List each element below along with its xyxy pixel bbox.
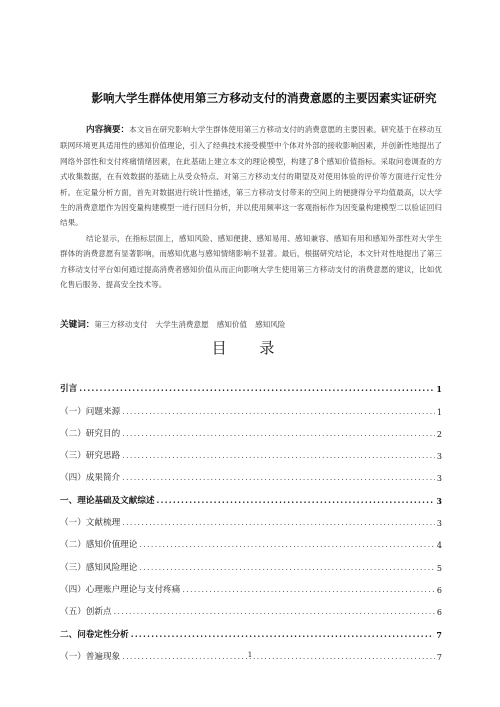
toc-entry[interactable]	[60, 506, 442, 528]
toc-entry-text: （四）心理账户理论与支付疼痛	[60, 584, 181, 595]
toc-entry-text: 一、理论基础及文献综述	[60, 495, 155, 506]
abstract-label: 内容摘要：	[86, 125, 130, 135]
toc-entry-page: 5	[436, 563, 442, 573]
abstract-paragraph-1	[60, 122, 442, 231]
toc-entry-page: 1	[436, 384, 442, 395]
toc-entry-page: 7	[436, 629, 442, 640]
toc-leader	[122, 451, 435, 460]
document-title: 影响大学生群体使用第三方移动支付的消费意愿的主要因素实证研究	[91, 91, 437, 105]
toc-entry-text: （三）研究思路	[60, 451, 121, 462]
keyword: 第三方移动支付	[94, 320, 148, 329]
toc-leader	[131, 629, 435, 639]
toc-entry-text: （一）普遍现象	[60, 651, 121, 662]
toc-entry[interactable]	[60, 372, 442, 394]
toc-leader	[114, 607, 435, 616]
toc-leader	[122, 473, 435, 482]
toc-entry-page: 3	[436, 452, 442, 462]
keyword: 大学生消费意愿	[155, 320, 209, 329]
toc-entry-text: （二）研究目的	[60, 428, 121, 439]
toc-entry-page: 2	[436, 429, 442, 439]
toc-entry[interactable]	[60, 617, 442, 639]
toc-leader	[182, 585, 435, 594]
toc-entry-text: （一）文献梳理	[60, 518, 121, 529]
toc-entry[interactable]	[60, 528, 442, 550]
table-of-contents	[60, 372, 442, 662]
toc-entry[interactable]	[60, 461, 442, 483]
toc-leader	[122, 518, 435, 527]
keywords-line	[60, 318, 442, 332]
toc-entry-page: 3	[436, 474, 442, 484]
toc-entry-text: 二、问卷定性分析	[60, 629, 129, 640]
toc-entry-text: （三）感知风险理论	[60, 562, 138, 573]
toc-entry-text: （四）成果简介	[60, 473, 121, 484]
toc-entry[interactable]	[60, 394, 442, 416]
toc-entry-page: 4	[436, 541, 442, 551]
toc-title: 目 录	[211, 339, 289, 357]
toc-leader	[139, 540, 435, 549]
toc-entry[interactable]	[60, 439, 442, 461]
abstract-section	[60, 122, 442, 292]
toc-entry-text: 引言	[60, 384, 78, 395]
toc-entry-page: 3	[436, 519, 442, 529]
toc-entry-page: 6	[436, 585, 442, 595]
toc-leader	[157, 495, 435, 505]
toc-entry-text: （一）问题来源	[60, 406, 121, 417]
toc-entry-page: 6	[436, 608, 442, 618]
toc-entry-page: 1	[436, 407, 442, 417]
toc-entry-page: 3	[436, 495, 442, 506]
toc-entry[interactable]	[60, 550, 442, 572]
toc-entry[interactable]	[60, 483, 442, 505]
toc-entry-page: 7	[436, 652, 442, 662]
toc-leader	[79, 383, 434, 393]
abstract-paragraph-2	[60, 231, 442, 293]
toc-entry[interactable]	[60, 595, 442, 617]
toc-entry[interactable]	[60, 573, 442, 595]
page-number: 1	[247, 650, 253, 659]
toc-entry-text: （五）创新点	[60, 607, 112, 618]
toc-leader	[139, 563, 435, 572]
abstract-text-1: 本文旨在研究影响大学生群体使用第三方移动支付的消费意愿的主要因素。研究基于在移动互联网环境更具适用性的感知价值理论，引入了经典技术接受模型中个体对外部的接收影响因素，并创新性地提出了网络外部性和支付疼痛情绪因素，在此基础上建立本文的理论模型，构建了8个感知价值指标。采取问卷调查的方式收集数据，在有效数据的基础上从受众特点、对第三方移动支付的期望及对使用体验的评价等方面进行定性分析。在定量分析方面，首先对数据进行统计性描述，第三方移动支付带来的空间上的便捷得分平均值最高，以大学生的消费意愿作为因变量构建模型一进行回归分析，并以使用频率这一客观指标作为因变量构建模型二以验证回归结果。	[60, 125, 442, 228]
keyword: 感知风险	[255, 320, 286, 329]
abstract-text-2: 结论显示，在指标层面上，感知风险、感知便捷、感知易用、感知兼容、感知有用和感知外部性对大学生群体的消费意愿有显著影响，而感知优惠与感知情绪影响不显著。最后，根据研究结论，本文针对性地提出了第三方移动支付平台如何通过提高消费者感知价值从而正向影响大学生使用第三方移动支付的消费意愿的建议，比如优化售后服务、提高安全技术等。	[60, 233, 442, 290]
keyword: 感知价值	[216, 320, 248, 329]
toc-leader	[122, 429, 435, 438]
toc-entry[interactable]	[60, 417, 442, 439]
keywords-label: 关键词：	[60, 320, 95, 330]
toc-leader	[122, 407, 435, 416]
toc-entry-text: （二）感知价值理论	[60, 540, 138, 551]
